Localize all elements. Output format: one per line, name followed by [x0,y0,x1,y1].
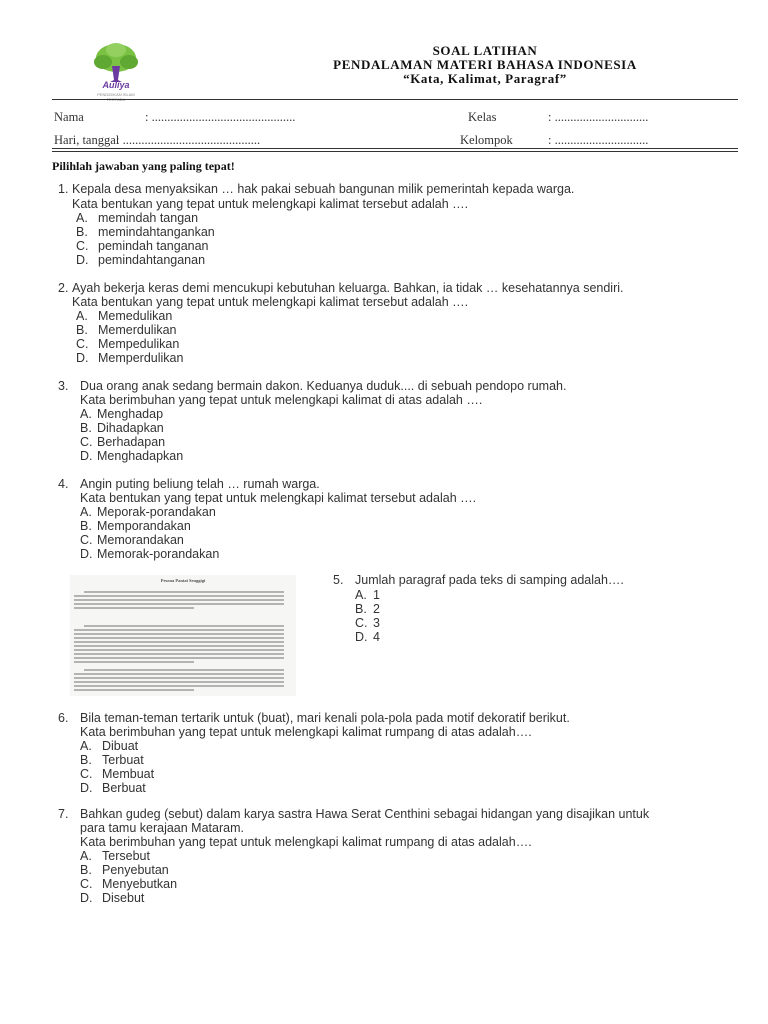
kelompok-label: Kelompok [460,133,513,147]
passage-text-line [74,641,284,643]
question-text: Kata berimbuhan yang tepat untuk melengkapi kalimat rumpang di atas adalah…. [80,835,532,849]
nama-label: Nama [54,110,84,124]
option-letter: A. [355,588,367,602]
option-letter: C. [76,337,89,351]
option-text[interactable]: Memedulikan [98,309,173,323]
passage-text-line [74,595,284,597]
option-letter: B. [80,863,92,877]
passage-text-line [74,673,284,675]
passage-text-line [84,625,284,627]
option-text[interactable]: 1 [373,588,380,602]
option-text[interactable]: Berhadapan [97,435,166,449]
option-text[interactable]: Terbuat [102,753,144,767]
nama-field[interactable]: : .............................................. [145,110,296,124]
question-text: Ayah bekerja keras demi mencukupi kebutuhan keluarga. Bahkan, ia tidak … kesehatannya sendiri. [72,281,624,295]
option-text[interactable]: memindahtangankan [98,225,215,239]
question-number: 1. [58,182,69,196]
option-letter: D. [355,630,368,644]
identity-divider [52,148,738,149]
passage-text-line [74,677,284,679]
passage-text-line [84,669,284,671]
hari-tanggal-label: Hari, tanggal [54,133,120,147]
kelas-field[interactable]: : .............................. [548,110,649,124]
passage-image [70,575,296,696]
option-letter: C. [76,239,89,253]
option-text[interactable]: Penyebutan [102,863,169,877]
option-text[interactable]: Menghadapkan [97,449,184,463]
passage-text-line [74,685,284,687]
option-text[interactable]: Memporandakan [97,519,191,533]
passage-text-line [74,645,284,647]
question-text: para tamu kerajaan Mataram. [80,821,244,835]
option-text[interactable]: Dibuat [102,739,139,753]
passage-text-line [74,649,284,651]
option-letter: B. [355,602,367,616]
option-text[interactable]: Memperdulikan [98,351,184,365]
option-letter: D. [76,253,89,267]
option-letter: A. [76,211,88,225]
question-text: Angin puting beliung telah … rumah warga. [80,477,320,491]
kelompok-field[interactable]: : .............................. [548,133,649,147]
question-text: Jumlah paragraf pada teks di samping adalah…. [355,573,624,587]
passage-text-line [74,599,284,601]
passage-text-line [74,629,284,631]
passage-text-line [74,607,194,609]
question-text: Bila teman-teman tertarik untuk (buat), mari kenali pola-pola pada motif dekoratif berikut. [80,711,570,725]
passage-text-line [74,681,284,683]
option-text[interactable]: Memorak-porandakan [97,547,220,561]
question-number: 4. [58,477,69,491]
question-number: 5. [333,573,344,587]
option-text[interactable]: pemindah tanganan [98,239,209,253]
option-letter: C. [355,616,368,630]
option-letter: B. [80,421,92,435]
header-title: SOAL LATIHAN [432,43,538,58]
option-text[interactable]: Meporak-porandakan [97,505,216,519]
option-letter: A. [80,849,92,863]
option-letter: C. [80,435,93,449]
option-letter: C. [80,767,93,781]
option-text[interactable]: Membuat [102,767,155,781]
question-text: Kata berimbuhan yang tepat untuk melengkapi kalimat rumpang di atas adalah…. [80,725,532,739]
passage-text-line [74,603,284,605]
question-number: 2. [58,281,69,295]
passage-text-line [74,637,284,639]
passage-text-line [74,653,284,655]
question-number: 3. [58,379,69,393]
header-subtitle: PENDALAMAN MATERI BAHASA INDONESIA [333,57,637,72]
option-letter: C. [80,533,93,547]
option-text[interactable]: pemindahtanganan [98,253,206,267]
option-text[interactable]: Dihadapkan [97,421,164,435]
question-text: Kata berimbuhan yang tepat untuk melengkapi kalimat di atas adalah …. [80,393,483,407]
hari-tanggal-field[interactable]: : ............................................ [116,133,261,147]
option-letter: D. [80,781,93,795]
option-text[interactable]: Mempedulikan [98,337,180,351]
option-text[interactable]: Menghadap [97,407,164,421]
option-letter: A. [80,505,92,519]
question-text: Kata bentukan yang tepat untuk melengkapi kalimat tersebut adalah …. [72,197,469,211]
question-number: 6. [58,711,69,725]
option-text[interactable]: Memerdulikan [98,323,177,337]
option-letter: B. [76,323,88,337]
passage-text-line [74,689,194,691]
passage-text-line [74,661,194,663]
option-text[interactable]: 4 [373,630,380,644]
question-text: Bahkan gudeg (sebut) dalam karya sastra Hawa Serat Centhini sebagai hidangan yang disajikan untuk [80,807,650,821]
option-letter: A. [80,739,92,753]
passage-title: Pesona Pantai Senggigi [160,578,206,583]
kelas-label: Kelas [468,110,497,124]
passage-text-line [74,633,284,635]
question-text: Kata bentukan yang tepat untuk melengkapi kalimat tersebut adalah …. [72,295,469,309]
option-letter: C. [80,877,93,891]
question-text: Kepala desa menyaksikan … hak pakai sebuah bangunan milik pemerintah kepada warga. [72,182,575,196]
instruction: Pilihlah jawaban yang paling tepat! [52,159,235,173]
logo-name: Auliya [102,80,130,90]
option-text[interactable]: Berbuat [102,781,146,795]
passage-text-line [84,591,284,593]
option-letter: A. [76,309,88,323]
option-letter: D. [80,449,93,463]
question-text: Dua orang anak sedang bermain dakon. Keduanya duduk.... di sebuah pendopo rumah. [80,379,567,393]
option-letter: D. [80,547,93,561]
option-text[interactable]: memindah tangan [98,211,199,225]
header-topic: “Kata, Kalimat, Paragraf” [403,71,567,86]
question-number: 7. [58,807,69,821]
option-text[interactable]: Menyebutkan [102,877,178,891]
option-text[interactable]: Tersebut [102,849,150,863]
identity-divider-double [52,151,738,152]
logo-tagline: PENDIDIKAN ISLAM [97,92,135,97]
option-text[interactable]: 3 [373,616,380,630]
option-text[interactable]: Disebut [102,891,145,905]
option-letter: B. [76,225,88,239]
option-letter: B. [80,519,92,533]
passage-text-line [74,657,284,659]
option-text[interactable]: Memorandakan [97,533,184,547]
option-letter: B. [80,753,92,767]
option-letter: A. [80,407,92,421]
option-letter: D. [76,351,89,365]
header-divider [52,99,738,100]
option-letter: D. [80,891,93,905]
option-text[interactable]: 2 [373,602,380,616]
question-text: Kata bentukan yang tepat untuk melengkapi kalimat tersebut adalah …. [80,491,477,505]
